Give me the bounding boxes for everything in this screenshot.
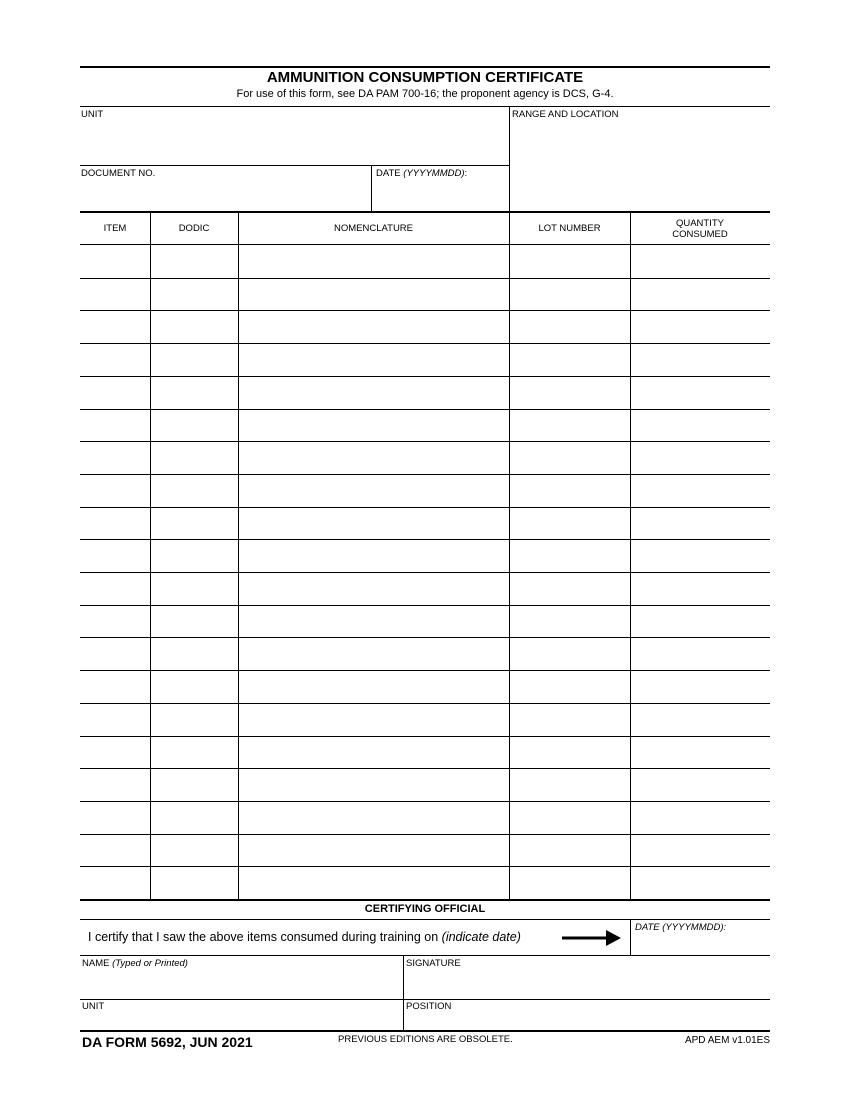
table-cell-item[interactable] [80,540,150,571]
table-cell-dodic[interactable] [151,835,238,866]
table-cell-lot-number[interactable] [510,606,630,637]
column-header-item-text: ITEM [103,223,127,234]
name-bottom-rule [80,999,770,1000]
table-col-divider-4 [630,211,631,900]
table-cell-dodic[interactable] [151,279,238,310]
table-cell-lot-number[interactable] [510,704,630,735]
table-cell-lot-number[interactable] [510,279,630,310]
table-cell-quantity-consumed[interactable] [631,835,770,866]
certification-statement [88,930,521,944]
document-no-field[interactable] [80,181,370,209]
cert-date-label-text: DATE (YYYYMMDD): [635,922,727,933]
date-divider [371,165,372,211]
form-number: DA FORM 5692, JUN 2021 [82,1034,253,1050]
column-header-lot-number [509,213,630,244]
unit-label: UNIT [81,109,104,120]
table-cell-lot-number[interactable] [510,377,630,408]
table-cell-nomenclature[interactable] [239,704,509,735]
cert-heading-rule [80,919,770,920]
table-cell-lot-number[interactable] [510,410,630,441]
table-cell-item[interactable] [80,573,150,604]
table-cell-nomenclature[interactable] [239,835,509,866]
column-header-quantity-consumed [630,213,770,244]
table-cell-nomenclature[interactable] [239,540,509,571]
table-cell-quantity-consumed[interactable] [631,638,770,669]
table-cell-nomenclature[interactable] [239,377,509,408]
column-header-quantity-line1: QUANTITY [675,217,724,229]
column-header-lot-number-text: LOT NUMBER [538,223,601,234]
document-no-label: DOCUMENT NO. [81,168,156,179]
cert-unit-label: UNIT [82,1001,105,1012]
column-header-nomenclature [238,213,509,244]
table-cell-nomenclature[interactable] [239,475,509,506]
table-cell-nomenclature[interactable] [239,508,509,539]
column-header-item [80,213,150,244]
table-cell-item[interactable] [80,410,150,441]
date-label-format: (YYYYMMDD) [403,168,465,179]
table-cell-lot-number[interactable] [510,671,630,702]
column-header-dodic-text: DODIC [178,223,210,234]
range-location-label: RANGE AND LOCATION [512,109,619,120]
previous-editions-note: PREVIOUS EDITIONS ARE OBSOLETE. [338,1034,513,1045]
table-cell-quantity-consumed[interactable] [631,311,770,342]
cert-date-divider [630,919,631,955]
signature-field[interactable] [405,971,769,997]
table-cell-nomenclature[interactable] [239,442,509,473]
table-cell-quantity-consumed[interactable] [631,704,770,735]
table-cell-quantity-consumed[interactable] [631,442,770,473]
table-cell-item[interactable] [80,311,150,342]
certification-statement-text: I certify that I saw the above items consumed during training on [88,930,442,944]
table-cell-nomenclature[interactable] [239,279,509,310]
table-cell-quantity-consumed[interactable] [631,802,770,833]
table-cell-item[interactable] [80,704,150,735]
table-cell-nomenclature[interactable] [239,737,509,768]
table-cell-item[interactable] [80,279,150,310]
table-cell-lot-number[interactable] [510,508,630,539]
version-label: APD AEM v1.01ES [684,1035,770,1046]
signature-label: SIGNATURE [406,958,461,969]
table-cell-dodic[interactable] [151,442,238,473]
table-cell-item[interactable] [80,246,150,277]
table-cell-quantity-consumed[interactable] [631,475,770,506]
table-cell-nomenclature[interactable] [239,769,509,800]
name-label-italic: (Typed or Printed) [112,958,188,969]
table-cell-quantity-consumed[interactable] [631,769,770,800]
table-cell-dodic[interactable] [151,508,238,539]
table-cell-lot-number[interactable] [510,769,630,800]
table-cell-dodic[interactable] [151,638,238,669]
table-cell-quantity-consumed[interactable] [631,410,770,441]
cert-statement-bottom-rule [80,955,770,956]
table-cell-dodic[interactable] [151,475,238,506]
table-cell-quantity-consumed[interactable] [631,344,770,375]
table-cell-lot-number[interactable] [510,344,630,375]
table-cell-quantity-consumed[interactable] [631,377,770,408]
table-cell-quantity-consumed[interactable] [631,246,770,277]
table-cell-dodic[interactable] [151,573,238,604]
table-cell-item[interactable] [80,671,150,702]
table-cell-nomenclature[interactable] [239,344,509,375]
table-cell-dodic[interactable] [151,737,238,768]
table-cell-lot-number[interactable] [510,737,630,768]
range-location-field[interactable] [511,122,769,208]
table-cell-dodic[interactable] [151,311,238,342]
table-cell-item[interactable] [80,638,150,669]
table-cell-nomenclature[interactable] [239,638,509,669]
table-cell-dodic[interactable] [151,704,238,735]
table-cell-lot-number[interactable] [510,573,630,604]
cert-date-field[interactable] [632,935,769,954]
top-rule [80,66,770,68]
certification-statement-italic: (indicate date) [441,930,521,944]
table-cell-item[interactable] [80,769,150,800]
table-cell-quantity-consumed[interactable] [631,279,770,310]
table-cell-nomenclature[interactable] [239,573,509,604]
table-cell-quantity-consumed[interactable] [631,867,770,898]
date-label-prefix: DATE [376,168,404,179]
table-cell-dodic[interactable] [151,867,238,898]
table-cell-dodic[interactable] [151,246,238,277]
table-cell-dodic[interactable] [151,671,238,702]
table-cell-dodic[interactable] [151,802,238,833]
table-col-divider-3 [509,211,510,900]
table-cell-nomenclature[interactable] [239,246,509,277]
position-label: POSITION [406,1001,452,1012]
table-cell-nomenclature[interactable] [239,311,509,342]
cert-date-label [635,922,726,933]
column-header-dodic [150,213,238,244]
arrow-right-icon [562,929,622,947]
table-cell-item[interactable] [80,442,150,473]
name-field[interactable] [80,971,402,997]
table-cell-nomenclature[interactable] [239,671,509,702]
table-cell-quantity-consumed[interactable] [631,540,770,571]
range-divider [509,106,510,211]
unit-bottom-rule [80,165,509,166]
table-cell-item[interactable] [80,867,150,898]
table-cell-dodic[interactable] [151,344,238,375]
table-cell-lot-number[interactable] [510,638,630,669]
column-header-quantity-line2: CONSUMED [672,228,728,240]
cert-unit-field[interactable] [80,1013,402,1030]
table-cell-item[interactable] [80,737,150,768]
table-bottom-rule [80,899,770,901]
header-bottom-rule [80,106,770,107]
table-cell-lot-number[interactable] [510,475,630,506]
table-cell-lot-number[interactable] [510,442,630,473]
column-header-nomenclature-text: NOMENCLATURE [334,223,413,234]
table-cell-quantity-consumed[interactable] [631,573,770,604]
table-col-divider-2 [238,211,239,900]
table-cell-quantity-consumed[interactable] [631,508,770,539]
form-title: AMMUNITION CONSUMPTION CERTIFICATE [266,69,584,86]
table-cell-lot-number[interactable] [510,311,630,342]
position-field[interactable] [405,1013,769,1030]
table-cell-item[interactable] [80,475,150,506]
table-cell-quantity-consumed[interactable] [631,671,770,702]
unit-field[interactable] [80,122,508,162]
table-col-divider-1 [150,211,151,900]
table-cell-quantity-consumed[interactable] [631,737,770,768]
table-cell-nomenclature[interactable] [239,606,509,637]
table-cell-dodic[interactable] [151,410,238,441]
document-date-field[interactable] [373,181,508,209]
table-cell-item[interactable] [80,508,150,539]
table-cell-dodic[interactable] [151,769,238,800]
table-cell-lot-number[interactable] [510,802,630,833]
signature-divider [403,955,404,1031]
table-cell-item[interactable] [80,802,150,833]
table-cell-quantity-consumed[interactable] [631,606,770,637]
table-cell-lot-number[interactable] [510,540,630,571]
date-label-suffix: : [464,168,468,179]
table-cell-item[interactable] [80,377,150,408]
table-cell-lot-number[interactable] [510,835,630,866]
table-cell-item[interactable] [80,344,150,375]
table-cell-nomenclature[interactable] [239,802,509,833]
name-label-text: NAME [82,958,113,969]
form-bottom-rule [80,1030,770,1032]
table-cell-item[interactable] [80,606,150,637]
table-cell-nomenclature[interactable] [239,867,509,898]
table-cell-item[interactable] [80,835,150,866]
table-cell-dodic[interactable] [151,377,238,408]
table-cell-nomenclature[interactable] [239,410,509,441]
table-cell-lot-number[interactable] [510,246,630,277]
table-cell-lot-number[interactable] [510,867,630,898]
date-label [376,168,467,179]
certifying-official-heading: CERTIFYING OFFICIAL [364,903,486,915]
table-cell-dodic[interactable] [151,606,238,637]
name-label [82,958,188,969]
form-subtitle: For use of this form, see DA PAM 700-16; the proponent agency is DCS, G-4. [236,88,614,100]
table-cell-dodic[interactable] [151,540,238,571]
